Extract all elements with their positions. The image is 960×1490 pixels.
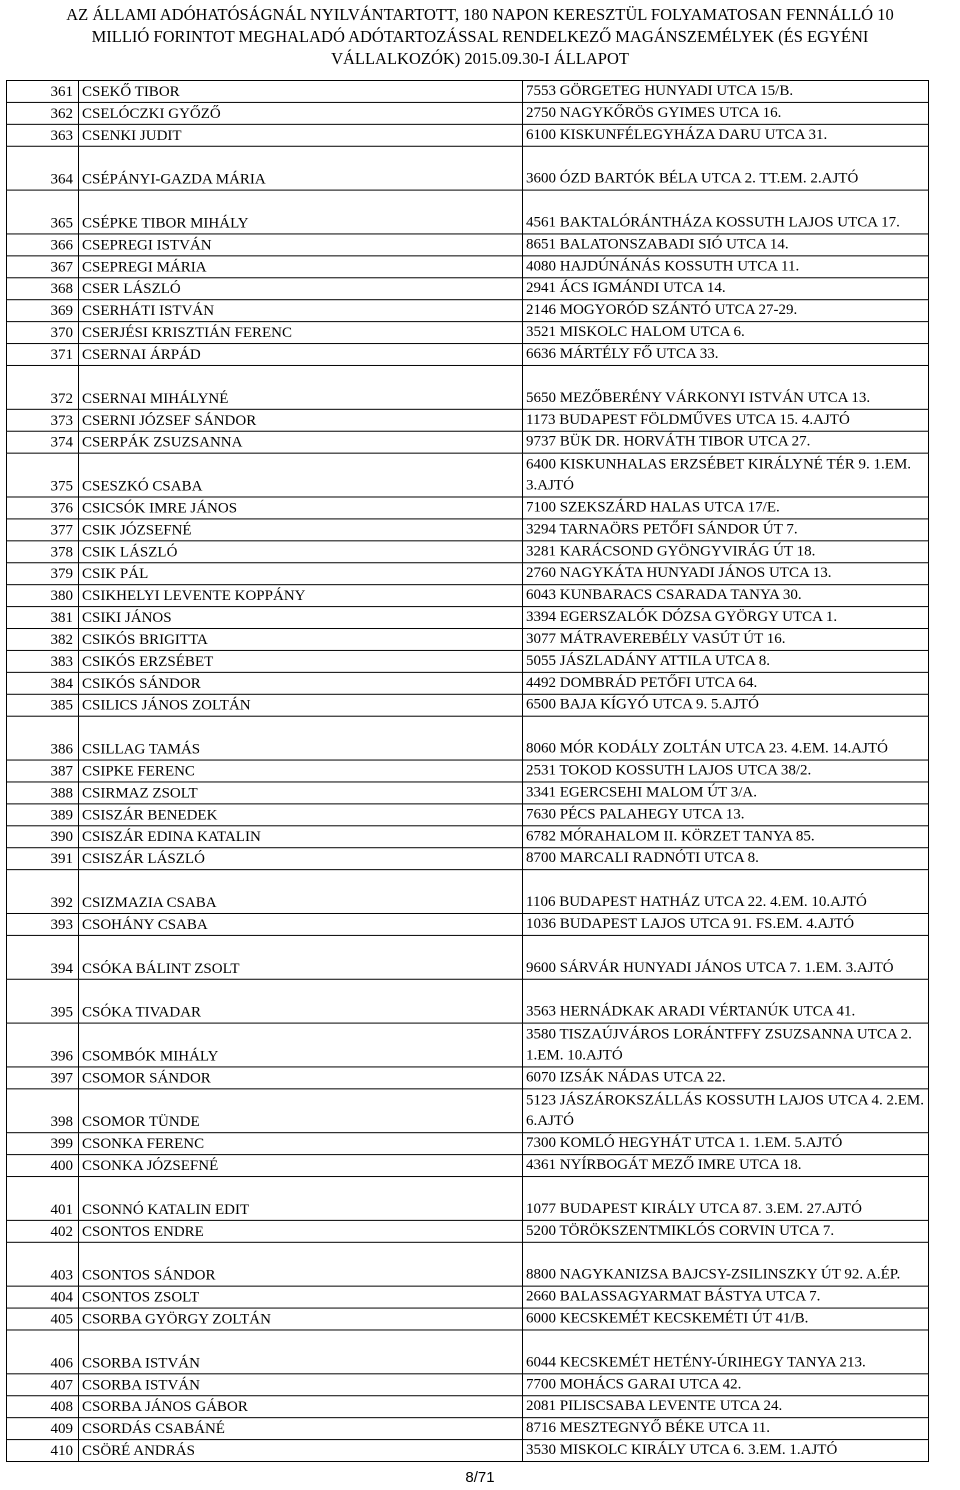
header-line-2: MILLIÓ FORINTOT MEGHALADÓ ADÓTARTOZÁSSAL RENDELKEZŐ MAGÁNSZEMÉLYEK (ÉS EGYÉNI [91,27,869,46]
row-address: 3341 EGERCSEHI MALOM ÚT 3/A. [523,782,929,804]
table-row [7,1133,929,1155]
row-number: 394 [7,935,79,979]
row-number: 374 [7,431,79,453]
table-row [7,1220,929,1242]
row-number: 403 [7,1242,79,1286]
row-number: 409 [7,1418,79,1440]
row-number: 391 [7,848,79,870]
table-row [7,431,929,453]
table-row [7,497,929,519]
table-row [7,585,929,607]
row-name: CSERPÁK ZSUZSANNA [79,431,523,453]
row-name: CSORBA ISTVÁN [79,1330,523,1374]
row-name: CSONTOS ENDRE [79,1220,523,1242]
row-name: CSONTOS ZSOLT [79,1286,523,1308]
table-row [7,1067,929,1089]
row-name: CSIKÓS ERZSÉBET [79,650,523,672]
row-address: 2081 PILISCSABA LEVENTE UTCA 24. [523,1396,929,1418]
row-address: 5123 JÁSZÁROKSZÁLLÁS KOSSUTH LAJOS UTCA 4. 2.EM. 6.AJTÓ [523,1089,929,1133]
row-number: 380 [7,585,79,607]
row-address: 9737 BÜK DR. HORVÁTH TIBOR UTCA 27. [523,431,929,453]
row-number: 381 [7,607,79,629]
table-row [7,124,929,146]
row-address: 6043 KUNBARACS CSARADA TANYA 30. [523,585,929,607]
header-line-3: VÁLLALKOZÓK) 2015.09.30-I ÁLLAPOT [331,49,629,68]
row-number: 375 [7,453,79,497]
row-number: 376 [7,497,79,519]
row-address: 3294 TARNAÖRS PETŐFI SÁNDOR ÚT 7. [523,519,929,541]
row-name: CSONKA JÓZSEFNÉ [79,1155,523,1177]
row-address: 6400 KISKUNHALAS ERZSÉBET KIRÁLYNÉ TÉR 9. 1.EM. 3.AJTÓ [523,453,929,497]
row-name: CSOMBÓK MIHÁLY [79,1023,523,1067]
table-row [7,80,929,102]
row-name: CSOHÁNY CSABA [79,913,523,935]
row-number: 406 [7,1330,79,1374]
table-row [7,563,929,585]
row-name: CSERHÁTI ISTVÁN [79,300,523,322]
row-name: CSENKI JUDIT [79,124,523,146]
table-row [7,1374,929,1396]
row-address: 4080 HAJDÚNÁNÁS KOSSUTH UTCA 11. [523,256,929,278]
row-name: CSÉPKE TIBOR MIHÁLY [79,190,523,234]
table-row [7,1155,929,1177]
table-row [7,826,929,848]
row-name: CSIRMAZ ZSOLT [79,782,523,804]
row-name: CSONTOS SÁNDOR [79,1242,523,1286]
row-name: CSÖRÉ ANDRÁS [79,1440,523,1462]
row-address: 6500 BAJA KÍGYÓ UTCA 9. 5.AJTÓ [523,694,929,716]
row-number: 392 [7,870,79,914]
row-address: 6070 IZSÁK NÁDAS UTCA 22. [523,1067,929,1089]
row-number: 387 [7,760,79,782]
row-address: 3077 MÁTRAVEREBÉLY VASÚT ÚT 16. [523,629,929,651]
row-number: 398 [7,1089,79,1133]
row-name: CSEKŐ TIBOR [79,80,523,102]
row-address: 7300 KOMLÓ HEGYHÁT UTCA 1. 1.EM. 5.AJTÓ [523,1133,929,1155]
table-row [7,1308,929,1330]
table-row [7,322,929,344]
table-row [7,804,929,826]
row-address: 5055 JÁSZLADÁNY ATTILA UTCA 8. [523,650,929,672]
row-address: 4561 BAKTALÓRÁNTHÁZA KOSSUTH LAJOS UTCA 17. [523,190,929,234]
row-address: 2760 NAGYKÁTA HUNYADI JÁNOS UTCA 13. [523,563,929,585]
row-number: 395 [7,979,79,1023]
row-name: CSER LÁSZLÓ [79,278,523,300]
row-number: 379 [7,563,79,585]
row-address: 1077 BUDAPEST KIRÁLY UTCA 87. 3.EM. 27.AJTÓ [523,1177,929,1221]
row-address: 1036 BUDAPEST LAJOS UTCA 91. FS.EM. 4.AJTÓ [523,913,929,935]
row-address: 6782 MÓRAHALOM II. KÖRZET TANYA 85. [523,826,929,848]
row-number: 397 [7,1067,79,1089]
row-number: 377 [7,519,79,541]
row-name: CSISZÁR EDINA KATALIN [79,826,523,848]
row-number: 401 [7,1177,79,1221]
row-name: CSERJÉSI KRISZTIÁN FERENC [79,322,523,344]
row-address: 3563 HERNÁDKAK ARADI VÉRTANÚK UTCA 41. [523,979,929,1023]
row-address: 6000 KECSKEMÉT KECSKEMÉTI ÚT 41/B. [523,1308,929,1330]
row-name: CSESZKÓ CSABA [79,453,523,497]
table-row [7,256,929,278]
row-address: 4492 DOMBRÁD PETŐFI UTCA 64. [523,672,929,694]
row-address: 6100 KISKUNFÉLEGYHÁZA DARU UTCA 31. [523,124,929,146]
table-row [7,1396,929,1418]
row-number: 361 [7,80,79,102]
table-row [7,1023,929,1067]
page-number: 8/71 [465,1469,495,1486]
table-row [7,146,929,190]
row-address: 2660 BALASSAGYARMAT BÁSTYA UTCA 7. [523,1286,929,1308]
table-row [7,1440,929,1462]
row-number: 383 [7,650,79,672]
row-name: CSIK PÁL [79,563,523,585]
row-address: 8651 BALATONSZABADI SIÓ UTCA 14. [523,234,929,256]
row-number: 362 [7,102,79,124]
row-address: 2531 TOKOD KOSSUTH LAJOS UTCA 38/2. [523,760,929,782]
table-row [7,1286,929,1308]
row-address: 7553 GÖRGETEG HUNYADI UTCA 15/B. [523,80,929,102]
row-address: 1173 BUDAPEST FÖLDMŰVES UTCA 15. 4.AJTÓ [523,409,929,431]
row-number: 382 [7,629,79,651]
row-number: 399 [7,1133,79,1155]
row-name: CSEPREGI ISTVÁN [79,234,523,256]
table-row [7,541,929,563]
row-number: 363 [7,124,79,146]
row-address: 8800 NAGYKANIZSA BAJCSY-ZSILINSZKY ÚT 92. A.ÉP. [523,1242,929,1286]
row-number: 372 [7,365,79,409]
table-row [7,409,929,431]
row-address: 4361 NYÍRBOGÁT MEZŐ IMRE UTCA 18. [523,1155,929,1177]
taxpayer-table-body [7,80,929,1461]
row-name: CSONKA FERENC [79,1133,523,1155]
row-address: 3521 MISKOLC HALOM UTCA 6. [523,322,929,344]
row-number: 405 [7,1308,79,1330]
row-address: 5200 TÖRÖKSZENTMIKLÓS CORVIN UTCA 7. [523,1220,929,1242]
row-name: CSORBA JÁNOS GÁBOR [79,1396,523,1418]
row-number: 364 [7,146,79,190]
row-name: CSORBA ISTVÁN [79,1374,523,1396]
row-number: 384 [7,672,79,694]
row-number: 373 [7,409,79,431]
table-row [7,629,929,651]
row-address: 9600 SÁRVÁR HUNYADI JÁNOS UTCA 7. 1.EM. 3.AJTÓ [523,935,929,979]
row-name: CSÓKA BÁLINT ZSOLT [79,935,523,979]
row-name: CSOMOR SÁNDOR [79,1067,523,1089]
row-number: 390 [7,826,79,848]
row-name: CSONNÓ KATALIN EDIT [79,1177,523,1221]
row-address: 7100 SZEKSZÁRD HALAS UTCA 17/E. [523,497,929,519]
row-name: CSIKÓS SÁNDOR [79,672,523,694]
table-row [7,344,929,366]
row-number: 410 [7,1440,79,1462]
table-row [7,935,929,979]
row-address: 3530 MISKOLC KIRÁLY UTCA 6. 3.EM. 1.AJTÓ [523,1440,929,1462]
row-number: 404 [7,1286,79,1308]
row-name: CSIKHELYI LEVENTE KOPPÁNY [79,585,523,607]
row-name: CSÉPÁNYI-GAZDA MÁRIA [79,146,523,190]
row-name: CSIPKE FERENC [79,760,523,782]
table-row [7,453,929,497]
row-address: 8700 MARCALI RADNÓTI UTCA 8. [523,848,929,870]
row-number: 368 [7,278,79,300]
table-row [7,870,929,914]
row-number: 366 [7,234,79,256]
row-name: CSERNAI MIHÁLYNÉ [79,365,523,409]
document-header [0,4,960,70]
row-address: 6636 MÁRTÉLY FŐ UTCA 33. [523,344,929,366]
row-name: CSOMOR TÜNDE [79,1089,523,1133]
row-name: CSELÓCZKI GYŐZŐ [79,102,523,124]
table-row [7,1330,929,1374]
row-address: 2146 MOGYORÓD SZÁNTÓ UTCA 27-29. [523,300,929,322]
row-address: 8716 MESZTEGNYŐ BÉKE UTCA 11. [523,1418,929,1440]
table-row [7,190,929,234]
row-address: 8060 MÓR KODÁLY ZOLTÁN UTCA 23. 4.EM. 14.AJTÓ [523,716,929,760]
row-name: CSORBA GYÖRGY ZOLTÁN [79,1308,523,1330]
table-row [7,607,929,629]
row-number: 369 [7,300,79,322]
row-number: 365 [7,190,79,234]
row-name: CSICSÓK IMRE JÁNOS [79,497,523,519]
row-address: 3394 EGERSZALÓK DÓZSA GYÖRGY UTCA 1. [523,607,929,629]
row-number: 396 [7,1023,79,1067]
row-number: 389 [7,804,79,826]
row-address: 6044 KECSKEMÉT HETÉNY-ÚRIHEGY TANYA 213. [523,1330,929,1374]
row-name: CSIZMAZIA CSABA [79,870,523,914]
row-name: CSIKI JÁNOS [79,607,523,629]
table-row [7,1089,929,1133]
header-line-1: AZ ÁLLAMI ADÓHATÓSÁGNÁL NYILVÁNTARTOTT, 180 NAPON KERESZTÜL FOLYAMATOSAN FENNÁLLÓ 10 [66,5,894,24]
table-row [7,102,929,124]
table-row [7,278,929,300]
table-row [7,716,929,760]
table-row [7,782,929,804]
row-address: 2750 NAGYKŐRÖS GYIMES UTCA 16. [523,102,929,124]
table-row [7,234,929,256]
row-address: 7700 MOHÁCS GARAI UTCA 42. [523,1374,929,1396]
row-number: 378 [7,541,79,563]
row-name: CSISZÁR BENEDEK [79,804,523,826]
table-row [7,694,929,716]
table-row [7,913,929,935]
row-address: 3281 KARÁCSOND GYÖNGYVIRÁG ÚT 18. [523,541,929,563]
table-row [7,672,929,694]
table-row [7,365,929,409]
row-number: 393 [7,913,79,935]
row-number: 386 [7,716,79,760]
table-row [7,300,929,322]
row-number: 385 [7,694,79,716]
row-address: 5650 MEZŐBERÉNY VÁRKONYI ISTVÁN UTCA 13. [523,365,929,409]
table-row [7,1177,929,1221]
row-number: 407 [7,1374,79,1396]
row-number: 371 [7,344,79,366]
row-name: CSERNAI ÁRPÁD [79,344,523,366]
table-row [7,650,929,672]
row-number: 370 [7,322,79,344]
table-row [7,1242,929,1286]
row-name: CSIK LÁSZLÓ [79,541,523,563]
row-number: 402 [7,1220,79,1242]
row-address: 3580 TISZAÚJVÁROS LORÁNTFFY ZSUZSANNA UTCA 2. 1.EM. 10.AJTÓ [523,1023,929,1067]
table-row [7,519,929,541]
row-name: CSIK JÓZSEFNÉ [79,519,523,541]
row-number: 400 [7,1155,79,1177]
row-name: CSISZÁR LÁSZLÓ [79,848,523,870]
row-address: 2941 ÁCS IGMÁNDI UTCA 14. [523,278,929,300]
row-name: CSIKÓS BRIGITTA [79,629,523,651]
row-address: 3600 ÓZD BARTÓK BÉLA UTCA 2. TT.EM. 2.AJTÓ [523,146,929,190]
row-name: CSILLAG TAMÁS [79,716,523,760]
row-address: 1106 BUDAPEST HATHÁZ UTCA 22. 4.EM. 10.AJTÓ [523,870,929,914]
row-number: 367 [7,256,79,278]
row-number: 388 [7,782,79,804]
table-row [7,1418,929,1440]
row-address: 7630 PÉCS PALAHEGY UTCA 13. [523,804,929,826]
table-row [7,979,929,1023]
row-name: CSÓKA TIVADAR [79,979,523,1023]
row-name: CSORDÁS CSABÁNÉ [79,1418,523,1440]
taxpayer-table [6,80,929,1462]
row-name: CSILICS JÁNOS ZOLTÁN [79,694,523,716]
table-row [7,848,929,870]
row-number: 408 [7,1396,79,1418]
row-name: CSERNI JÓZSEF SÁNDOR [79,409,523,431]
table-row [7,760,929,782]
row-name: CSEPREGI MÁRIA [79,256,523,278]
